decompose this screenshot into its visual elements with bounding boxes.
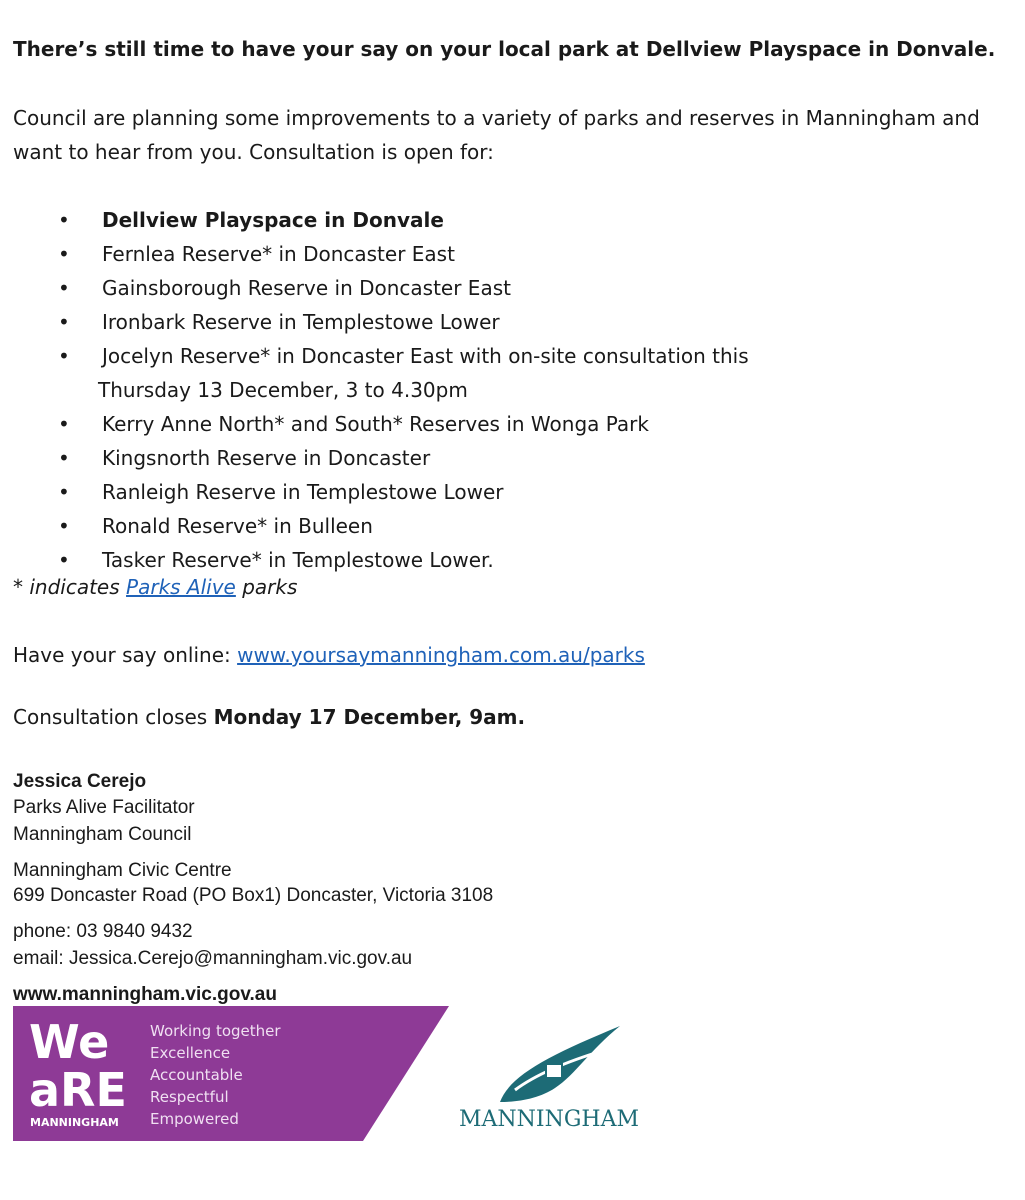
signature-address: 699 Doncaster Road (PO Box1) Doncaster, Victoria 3108 [13,885,494,906]
list-item [0,271,749,305]
headline: There’s still time to have your say on your local park at Dellview Playspace in Donvale. [13,37,996,61]
list-item [0,509,749,543]
banner-value: Respectful [150,1088,229,1106]
list-item [0,441,749,475]
closing-date: Monday 17 December, 9am. [213,705,526,729]
online-label: Have your say online: [13,643,238,667]
signature-phone: phone: 03 9840 9432 [13,921,193,942]
park-name: Fernlea Reserve* in Doncaster East [102,242,455,266]
park-detail: Thursday 13 December, 3 to 4.30pm [98,378,468,402]
bullet-icon: • [58,242,70,266]
bullet-icon: • [58,412,70,436]
logo-we-text: We [29,1015,110,1069]
logo-manningham-text: MANNINGHAM [30,1116,119,1129]
bullet-icon: • [58,310,70,334]
bullet-icon: • [58,446,70,470]
closing-label: Consultation closes [13,705,214,729]
intro-paragraph: Council are planning some improvements to a variety of parks and reserves in Manningham and want to hear from you. Consultation is open for: [13,106,980,164]
we-are-manningham-banner [13,1006,449,1141]
banner-value: Working together [150,1022,281,1040]
signature-org: Manningham Council [13,824,192,845]
list-item [0,407,749,441]
list-item [0,305,749,339]
park-name: Ironbark Reserve in Templestowe Lower [102,310,500,334]
list-item [0,237,749,271]
bullet-icon: • [58,514,70,538]
parks-alive-note [13,575,297,599]
signature-email[interactable]: email: Jessica.Cerejo@manningham.vic.gov.au [13,948,413,969]
signature-name: Jessica Cerejo [13,771,147,792]
park-name: Gainsborough Reserve in Doncaster East [102,276,511,300]
note-prefix: * indicates [13,575,127,599]
park-name: Kerry Anne North* and South* Reserves in Wonga Park [102,412,649,436]
park-name: Kingsnorth Reserve in Doncaster [102,446,431,470]
park-name: Dellview Playspace in Donvale [102,208,444,232]
banner-value: Accountable [150,1066,243,1084]
parks-list [0,203,749,577]
park-name: Ronald Reserve* in Bulleen [102,514,373,538]
park-name: Jocelyn Reserve* in Doncaster East with on-site consultation this [102,344,749,368]
list-item [0,543,749,577]
bullet-icon: • [58,480,70,504]
logo-square-icon [546,1064,562,1078]
parks-alive-link[interactable]: Parks Alive [126,575,236,599]
park-name: Ranleigh Reserve in Templestowe Lower [102,480,504,504]
manningham-council-logo [455,1020,655,1135]
logo-wordmark: MANNINGHAM [459,1107,640,1132]
bullet-icon: • [58,344,70,368]
banner-value: Excellence [150,1044,231,1062]
note-suffix: parks [235,575,298,599]
yoursay-link[interactable]: www.yoursaymanningham.com.au/parks [237,643,645,667]
banner-value: Empowered [150,1110,239,1128]
bullet-icon: • [58,208,70,232]
park-name: Tasker Reserve* in Templestowe Lower. [102,548,494,572]
closing-line [13,705,525,729]
online-line [13,643,645,667]
list-item [0,475,749,509]
list-item [0,339,749,407]
logo-are-text: aRE [29,1063,127,1117]
bullet-icon: • [58,548,70,572]
bullet-icon: • [58,276,70,300]
list-item [0,203,749,237]
signature-venue: Manningham Civic Centre [13,860,232,881]
signature-website[interactable]: www.manningham.vic.gov.au [13,984,277,1005]
signature-role: Parks Alive Facilitator [13,797,195,818]
